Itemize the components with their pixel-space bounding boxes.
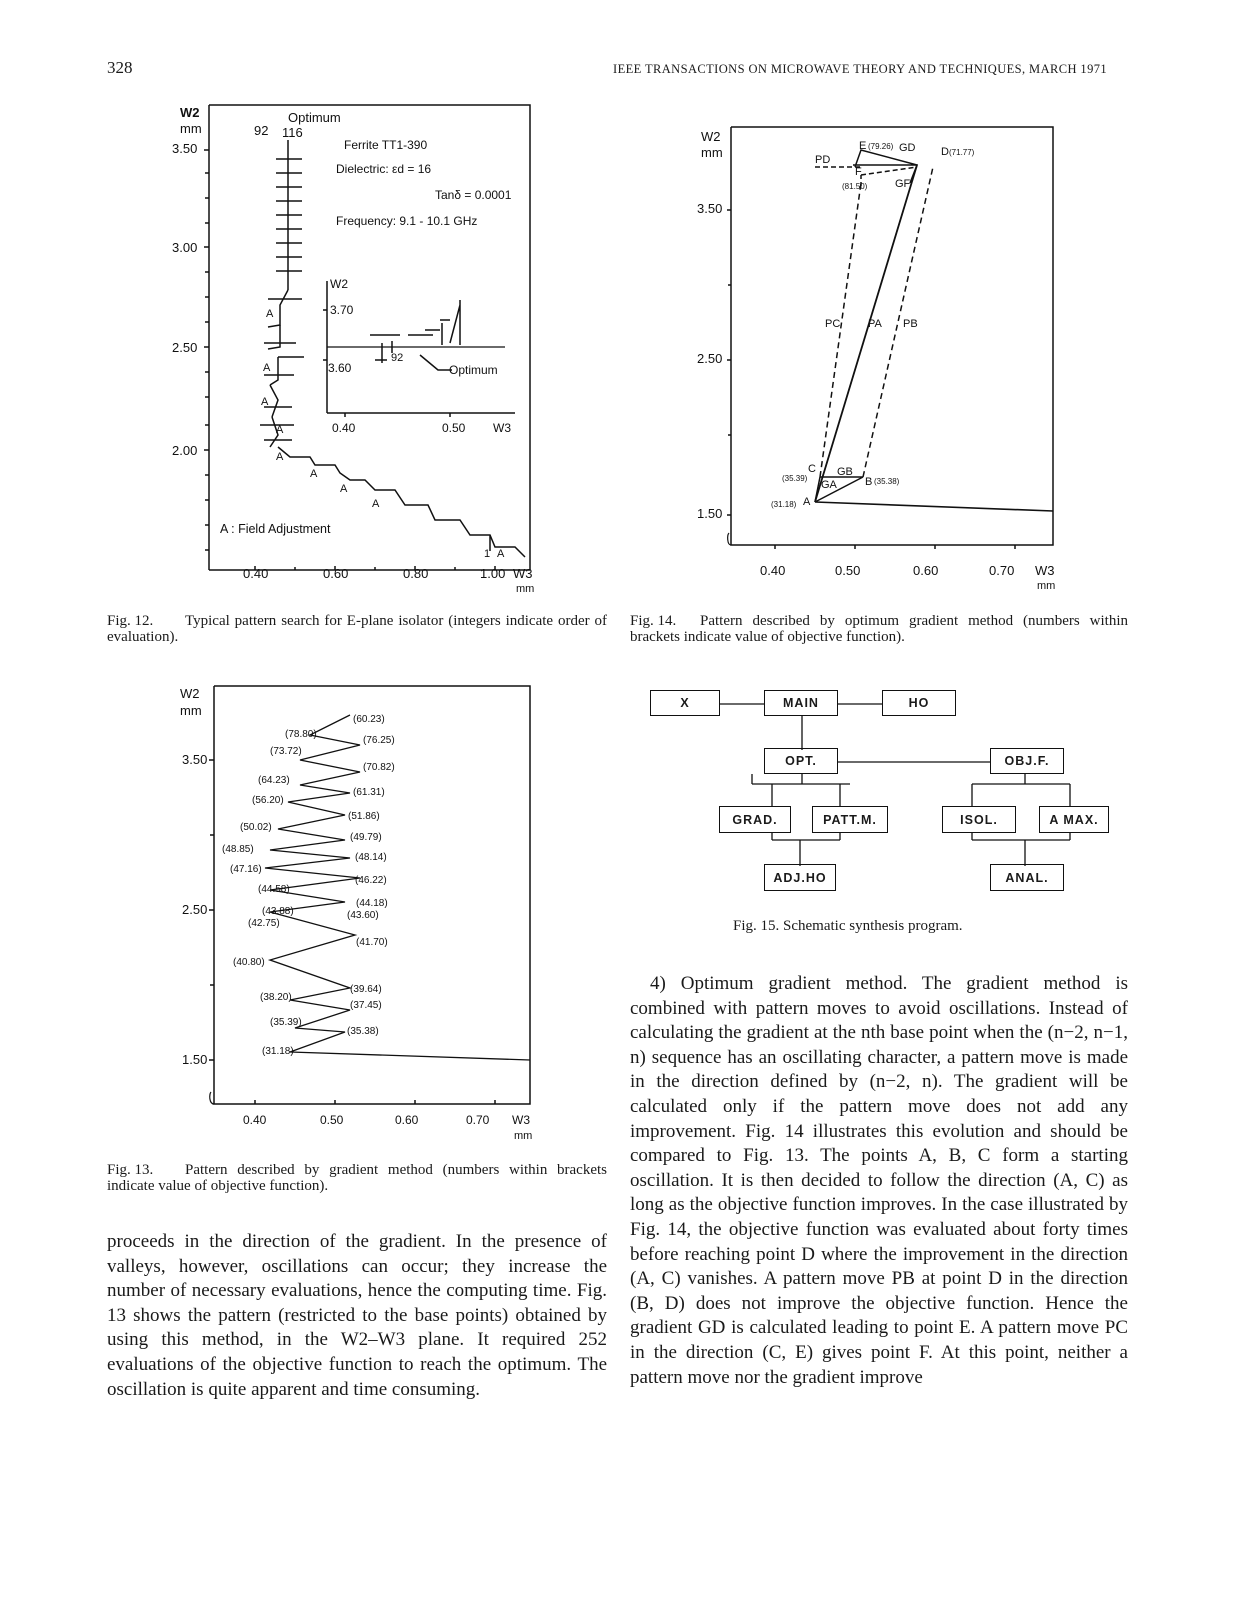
fig12-inset-x-tick: 0.40 <box>332 421 356 435</box>
fig13-x-tick: 0.40 <box>243 1113 267 1127</box>
fig12-inset-y-label: W2 <box>330 277 348 291</box>
fig13-value-label: (38.20) <box>260 992 292 1003</box>
fig12-x-tick: 1.00 <box>480 566 506 581</box>
fig14-label-a: A <box>803 496 811 508</box>
fig12-point-a: A <box>276 424 284 436</box>
fig13-value-label: (49.79) <box>350 832 382 843</box>
fig13-value-label: (44.18) <box>356 898 388 909</box>
fig13-value-label: (60.23) <box>353 714 385 725</box>
fig13-value-label: (76.25) <box>363 735 395 746</box>
fig12-point-a: A <box>263 362 271 374</box>
fig13-chart <box>160 680 560 1150</box>
fig12-x-tick: 0.80 <box>403 566 429 581</box>
fig14-label-e: E <box>859 140 867 152</box>
fig12-point-a: A <box>310 468 318 480</box>
fig13-value-label: (78.80) <box>285 729 317 740</box>
fig12-param-tand: Tanδ = 0.0001 <box>435 188 512 202</box>
fig13-y-unit-1: W2 <box>180 686 200 701</box>
fig14-label-c: C <box>808 463 816 475</box>
fig12-x-unit-1: W3 <box>513 566 533 581</box>
fig12-y-tick: 2.00 <box>172 443 198 458</box>
fig15-box-adjho: ADJ.HO <box>764 864 836 891</box>
fig13-caption <box>107 1162 607 1194</box>
fig12-inset-x-tick: 0.50 <box>442 421 466 435</box>
fig13-value-label: (43.88) <box>262 906 294 917</box>
fig14-y-unit-2: mm <box>701 145 723 160</box>
fig14-y-tick: 3.50 <box>697 201 723 216</box>
fig15-box-objf: OBJ.F. <box>990 748 1064 774</box>
fig13-caption-text: Pattern described by gradient method (numbers within brackets indicate value of objective function). <box>107 1162 607 1194</box>
fig14-label-d-val: (71.77) <box>949 148 975 157</box>
fig14-x-tick: 0.60 <box>913 563 939 578</box>
fig12-caption-label: Fig. 12. <box>107 613 154 629</box>
fig14-label-d: D <box>941 146 949 158</box>
fig13-frame <box>214 686 530 1104</box>
fig13-x-unit-1: W3 <box>512 1113 530 1127</box>
fig15-box-main: MAIN <box>764 690 838 716</box>
right-column-text <box>630 972 1128 1390</box>
fig13-value-label: (43.60) <box>347 910 379 921</box>
fig15-box-grad: GRAD. <box>719 806 791 833</box>
fig12-point-a: A <box>266 308 274 320</box>
fig13-x-tick: 0.70 <box>466 1113 490 1127</box>
fig14-y-unit-1: W2 <box>701 129 721 144</box>
fig12-point-a: A <box>261 396 269 408</box>
fig12-param-dielectric: Dielectric: εd = 16 <box>336 162 432 176</box>
fig13-y-unit-2: mm <box>180 703 202 718</box>
fig14-x-tick: 0.40 <box>760 563 786 578</box>
fig14-label-b: B <box>865 476 873 488</box>
fig12-x-tick: 0.40 <box>243 566 269 581</box>
fig14-label-b-val: (35.38) <box>874 477 900 486</box>
fig12-inset-y-tick: 3.70 <box>330 303 354 317</box>
fig13-y-tick: 1.50 <box>182 1052 208 1067</box>
fig12-inset-x-label: W3 <box>493 421 511 435</box>
fig13-y-tick: 3.50 <box>182 752 208 767</box>
fig13-value-label: (41.70) <box>356 937 388 948</box>
fig13-x-unit-2: mm <box>514 1130 533 1142</box>
fig14-x-unit-2: mm <box>1037 580 1056 592</box>
fig12-legend: A : Field Adjustment <box>220 522 331 536</box>
fig12-y-tick: 3.00 <box>172 240 198 255</box>
fig13-value-label: (64.23) <box>258 775 290 786</box>
fig13-value-label: (40.80) <box>233 957 265 968</box>
left-paragraph: proceeds in the direction of the gradient. In the presence of valleys, however, oscillations can occur; they increase the number of necessary evaluations, hence the computing time. Fig. 13 shows the pattern (restricted to the base points) obtained by using this method, in the W2–W3 plane. It required 252 evaluations of the objective function to reach the optimum. The oscillation is quite apparent and time consuming. <box>107 1231 607 1400</box>
fig14-label-a-val: (31.18) <box>771 500 797 509</box>
fig12-point-a: A <box>276 451 284 463</box>
fig13-value-label: (35.39) <box>270 1017 302 1028</box>
fig12-param-ferrite: Ferrite TT1-390 <box>344 138 428 152</box>
fig12-y-unit-1: W2 <box>180 105 200 120</box>
fig13-x-tick: 0.60 <box>395 1113 419 1127</box>
fig12-num-1: 1 <box>484 548 491 560</box>
left-column-text <box>107 1230 607 1402</box>
fig12-point-a: A <box>372 498 380 510</box>
fig12-y-unit-2: mm <box>180 121 202 136</box>
running-head: IEEE TRANSACTIONS ON MICROWAVE THEORY AND TECHNIQUES, MARCH 1971 <box>613 62 1108 76</box>
right-paragraph: 4) Optimum gradient method. The gradient method is combined with pattern moves to avoid oscillations. Instead of calculating the gradient at the nth base point when the (n−2, n−1, n) sequence has an oscillating character, a pattern move is made in the direction defined by (n−2, n). The gradient will be calculated only if the pattern move does not add any improvement. Fig. 14 illustrates this evolution and should be compared to Fig. 13. The points A, B, C form a starting oscillation. It is then decided to follow the direction (A, C) as long as the objective function improves. In the case illustrated by Fig. 14, the objective function was evaluated about forty times before reaching point D where the improvement in the direction (A, C) vanishes. A pattern move PB at point D in the direction (B, D) does not improve the objective function. Hence the gradient GD is calculated leading to point E. A pattern move PC in the direction (C, E) gives point F. At this point, neither a pattern move nor the gradient improve <box>630 973 1128 1388</box>
fig13-value-label: (51.86) <box>348 811 380 822</box>
page-number: 328 <box>107 58 133 77</box>
fig13-value-label: (35.38) <box>347 1026 379 1037</box>
fig15-box-pattm: PATT.M. <box>812 806 888 833</box>
fig14-y-tick: 1.50 <box>697 506 723 521</box>
fig13-value-label: (44.58) <box>258 884 290 895</box>
fig14-caption-text: Pattern described by optimum gradient method (numbers within brackets indicate value of objective function). <box>630 613 1128 645</box>
fig15-box-anal: ANAL. <box>990 864 1064 891</box>
fig13-caption-label: Fig. 13. <box>107 1162 154 1178</box>
fig13-value-label: (42.75) <box>248 918 280 929</box>
fig14-label-pd: PD <box>815 154 831 166</box>
fig15-box-ho: HO <box>882 690 956 716</box>
fig15-box-amax: A MAX. <box>1039 806 1109 833</box>
fig14-label-e-val: (79.26) <box>868 142 894 151</box>
fig12-caption <box>107 613 607 645</box>
fig14-label-gd: GD <box>899 142 916 154</box>
fig12-inset-num-92: 92 <box>391 352 404 364</box>
fig13-x-tick: 0.50 <box>320 1113 344 1127</box>
fig13-value-label: (56.20) <box>252 795 284 806</box>
fig15-caption: Fig. 15. Schematic synthesis program. <box>733 918 963 934</box>
fig12-x-tick: 0.60 <box>323 566 349 581</box>
fig13-value-label: (31.18) <box>262 1046 294 1057</box>
fig12-point-a: A <box>497 548 505 560</box>
fig14-x-tick: 0.50 <box>835 563 861 578</box>
fig13-value-label: (70.82) <box>363 762 395 773</box>
fig12-y-tick: 3.50 <box>172 141 198 156</box>
fig14-y-tick: 2.50 <box>697 351 723 366</box>
fig14-label-pb: PB <box>903 318 918 330</box>
fig14-x-tick: 0.70 <box>989 563 1015 578</box>
fig14-x-unit-1: W3 <box>1035 563 1055 578</box>
fig15-box-opt: OPT. <box>764 748 838 774</box>
fig13-value-label: (47.16) <box>230 864 262 875</box>
fig13-value-label: (73.72) <box>270 746 302 757</box>
fig12-point-a: A <box>340 483 348 495</box>
fig12-num-92: 92 <box>254 123 269 138</box>
fig14-label-f-val: (81.50) <box>842 182 868 191</box>
fig12-chart <box>160 95 560 600</box>
fig15-box-isol: ISOL. <box>942 806 1016 833</box>
fig12-inset-optimum: Optimum <box>449 363 498 377</box>
fig14-label-c-val: (35.39) <box>782 474 808 483</box>
fig13-value-label: (46.22) <box>355 875 387 886</box>
fig14-caption-label: Fig. 14. <box>630 613 677 629</box>
fig14-label-gb: GB <box>837 466 853 478</box>
fig13-value-label: (48.14) <box>355 852 387 863</box>
fig14-label-f: F <box>855 166 862 178</box>
fig12-optimum-label: Optimum <box>288 110 341 125</box>
fig14-label-pa: PA <box>868 318 882 330</box>
fig14-chart <box>685 115 1085 605</box>
fig12-x-unit-2: mm <box>516 583 535 595</box>
fig13-value-label: (37.45) <box>350 1000 382 1011</box>
fig12-inset-y-tick: 3.60 <box>328 361 352 375</box>
fig12-num-116: 116 <box>282 125 303 140</box>
fig14-label-gf: GF <box>895 178 911 190</box>
fig14-caption <box>630 613 1128 645</box>
fig14-label-ga: GA <box>821 479 837 491</box>
fig13-value-label: (48.85) <box>222 844 254 855</box>
fig14-label-pc: PC <box>825 318 841 330</box>
fig12-caption-text: Typical pattern search for E-plane isolator (integers indicate order of evaluation). <box>107 613 607 645</box>
fig12-param-frequency: Frequency: 9.1 - 10.1 GHz <box>336 214 478 228</box>
fig13-value-label: (61.31) <box>353 787 385 798</box>
fig12-y-tick: 2.50 <box>172 340 198 355</box>
fig13-value-label: (50.02) <box>240 822 272 833</box>
fig13-value-label: (39.64) <box>350 984 382 995</box>
fig13-y-tick: 2.50 <box>182 902 208 917</box>
fig15-box-x: X <box>650 690 720 716</box>
